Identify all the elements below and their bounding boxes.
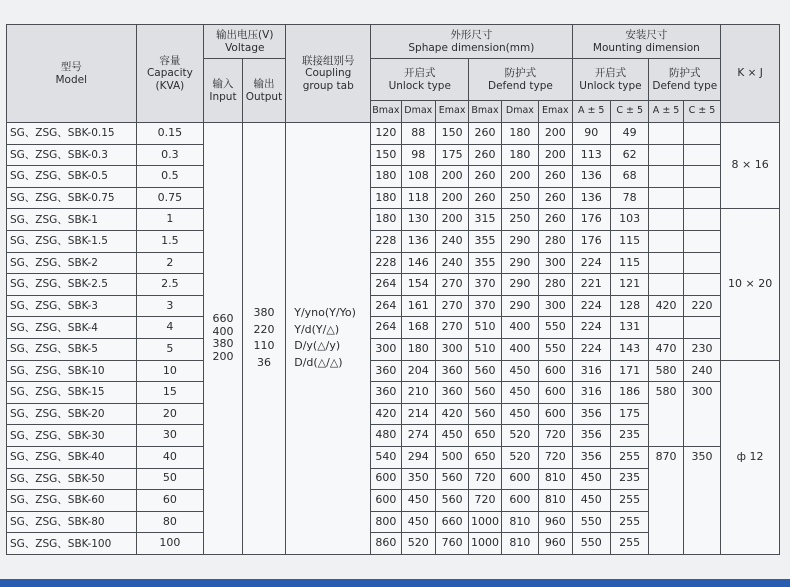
model-cell: SG、ZSG、SBK-20 [7,403,137,425]
dimension-cell: 480 [371,425,401,447]
capacity-cell: 15 [136,382,204,404]
dimension-cell: 180 [371,209,401,231]
dimension-cell: 260 [469,144,501,166]
capacity-cell: 80 [136,511,204,533]
dimension-cell: 270 [435,295,468,317]
mount-defend-a-cell: 470 [649,338,683,360]
dimension-cell: 146 [401,252,435,274]
sub-header-a: A ± 5 [649,101,683,123]
coupling-header: 联接组别号 Coupling group tab [286,25,371,123]
dimension-cell: 200 [539,123,572,145]
model-cell: SG、ZSG、SBK-50 [7,468,137,490]
mount-defend-a-cell [649,230,683,252]
dimension-cell: 316 [572,382,610,404]
dimension-cell: 214 [401,403,435,425]
dimension-cell: 118 [401,187,435,209]
dimension-cell: 161 [401,295,435,317]
dimension-cell: 200 [435,209,468,231]
dimension-cell: 224 [572,338,610,360]
model-cell: SG、ZSG、SBK-30 [7,425,137,447]
dimension-cell: 300 [539,295,572,317]
coupling-cell: Y/yno(Y/Yo) Y/d(Y/△) D/y(△/y) D/d(△/△) [286,123,371,555]
mount-defend-c-cell: 300 [683,382,720,447]
dimension-cell: 270 [435,274,468,296]
model-cell: SG、ZSG、SBK-0.3 [7,144,137,166]
dimension-cell: 660 [435,511,468,533]
model-cell: SG、ZSG、SBK-4 [7,317,137,339]
table-row [7,446,780,468]
model-cell: SG、ZSG、SBK-40 [7,446,137,468]
dimension-cell: 240 [435,252,468,274]
mount-defend-c-cell [683,274,720,296]
sub-header-dmax: Dmax [401,101,435,123]
spec-table-container [6,24,780,555]
mount-defend-c-cell: 220 [683,295,720,317]
model-cell: SG、ZSG、SBK-3 [7,295,137,317]
table-row [7,295,780,317]
mount-defend-a-cell [649,209,683,231]
dimension-cell: 400 [501,317,538,339]
mount-defend-c-cell [683,252,720,274]
kj-header: K × J [721,25,780,123]
dimension-cell: 136 [572,187,610,209]
dimension-cell: 224 [572,317,610,339]
dimension-cell: 240 [435,230,468,252]
dimension-cell: 450 [501,403,538,425]
dimension-cell: 260 [539,166,572,188]
sub-header-c: C ± 5 [610,101,648,123]
table-row [7,230,780,252]
sub-header-bmax: Bmax [371,101,401,123]
dimension-cell: 360 [435,382,468,404]
mount-defend-c-cell [683,230,720,252]
dimension-cell: 720 [539,446,572,468]
model-cell: SG、ZSG、SBK-80 [7,511,137,533]
dimension-cell: 420 [371,403,401,425]
dimension-cell: 108 [401,166,435,188]
dimension-cell: 550 [572,511,610,533]
dimension-cell: 210 [401,382,435,404]
dimension-cell: 260 [539,187,572,209]
model-header: 型号 Model [7,25,137,123]
spec-table [6,24,780,555]
dimension-cell: 356 [572,425,610,447]
dimension-cell: 420 [435,403,468,425]
dimension-cell: 810 [539,468,572,490]
dimension-cell: 264 [371,274,401,296]
dimension-cell: 600 [539,403,572,425]
dimension-cell: 560 [435,490,468,512]
dimension-cell: 175 [435,144,468,166]
dimension-cell: 255 [610,446,648,468]
dimension-cell: 255 [610,533,648,555]
table-row [7,360,780,382]
dimension-cell: 316 [572,360,610,382]
dimension-cell: 650 [469,425,501,447]
input-voltage-cell: 660 400 380 200 [204,123,242,555]
sub-header-bmax: Bmax [469,101,501,123]
sub-header-dmax: Dmax [501,101,538,123]
mount-defend-a-cell [649,144,683,166]
table-row [7,338,780,360]
dimension-cell: 88 [401,123,435,145]
capacity-cell: 2.5 [136,274,204,296]
model-cell: SG、ZSG、SBK-1.5 [7,230,137,252]
output-voltage-cell: 380 220 110 36 [242,123,286,555]
capacity-cell: 60 [136,490,204,512]
dimension-cell: 370 [469,295,501,317]
dimension-cell: 960 [539,511,572,533]
mount-defend-a-cell [649,123,683,145]
dimension-cell: 810 [539,490,572,512]
dimension-cell: 600 [371,490,401,512]
dimension-cell: 720 [469,490,501,512]
dimension-cell: 115 [610,230,648,252]
dimension-cell: 600 [539,382,572,404]
voltage-header: 输出电压(V) Voltage [204,25,286,59]
dimension-cell: 260 [539,209,572,231]
sub-header-c: C ± 5 [683,101,720,123]
capacity-cell: 0.3 [136,144,204,166]
dimension-cell: 550 [572,533,610,555]
dimension-cell: 200 [435,187,468,209]
capacity-cell: 0.15 [136,123,204,145]
dimension-cell: 800 [371,511,401,533]
dimension-cell: 143 [610,338,648,360]
dimension-cell: 120 [371,123,401,145]
dimension-cell: 49 [610,123,648,145]
dimension-cell: 600 [501,468,538,490]
dimension-cell: 810 [501,511,538,533]
dimension-cell: 130 [401,209,435,231]
kj-cell: 8 × 16 [721,123,780,209]
dimension-cell: 520 [501,446,538,468]
shape-defend-header: 防护式 Defend type [469,59,572,101]
table-body [7,123,780,555]
mount-defend-a-cell: 420 [649,295,683,317]
dimension-cell: 235 [610,468,648,490]
dimension-cell: 560 [469,360,501,382]
mount-defend-c-cell: 350 [683,446,720,554]
capacity-cell: 4 [136,317,204,339]
dimension-cell: 200 [501,166,538,188]
dimension-cell: 235 [610,425,648,447]
table-row [7,317,780,339]
dimension-cell: 131 [610,317,648,339]
dimension-cell: 200 [435,166,468,188]
dimension-cell: 90 [572,123,610,145]
table-row [7,209,780,231]
dimension-cell: 270 [435,317,468,339]
dimension-cell: 560 [469,403,501,425]
dimension-cell: 228 [371,230,401,252]
capacity-cell: 0.75 [136,187,204,209]
table-row [7,166,780,188]
dimension-cell: 540 [371,446,401,468]
model-cell: SG、ZSG、SBK-2.5 [7,274,137,296]
table-row [7,123,780,145]
mount-defend-c-cell [683,317,720,339]
dimension-cell: 260 [469,166,501,188]
dimension-cell: 600 [501,490,538,512]
output-header: 输出 Output [242,59,286,123]
dimension-cell: 300 [371,338,401,360]
mounting-dimension-header: 安装尺寸 Mounting dimension [572,25,721,59]
dimension-cell: 510 [469,338,501,360]
dimension-cell: 200 [539,144,572,166]
dimension-cell: 510 [469,317,501,339]
dimension-cell: 370 [469,274,501,296]
dimension-cell: 280 [539,274,572,296]
dimension-cell: 224 [572,295,610,317]
mount-defend-c-cell [683,144,720,166]
model-cell: SG、ZSG、SBK-0.5 [7,166,137,188]
kj-cell: ф 12 [721,360,780,554]
capacity-cell: 2 [136,252,204,274]
dimension-cell: 294 [401,446,435,468]
dimension-cell: 300 [539,252,572,274]
dimension-cell: 720 [539,425,572,447]
dimension-cell: 760 [435,533,468,555]
model-cell: SG、ZSG、SBK-5 [7,338,137,360]
dimension-cell: 450 [501,360,538,382]
dimension-cell: 560 [469,382,501,404]
dimension-cell: 115 [610,252,648,274]
dimension-cell: 450 [435,425,468,447]
dimension-cell: 600 [371,468,401,490]
sub-header-a: A ± 5 [572,101,610,123]
mount-defend-header: 防护式 Defend type [649,59,721,101]
dimension-cell: 350 [401,468,435,490]
dimension-cell: 136 [572,166,610,188]
dimension-cell: 290 [501,230,538,252]
dimension-cell: 136 [401,230,435,252]
dimension-cell: 274 [401,425,435,447]
dimension-cell: 810 [501,533,538,555]
dimension-cell: 960 [539,533,572,555]
table-row [7,382,780,404]
dimension-cell: 98 [401,144,435,166]
sub-header-emax: Emax [539,101,572,123]
dimension-cell: 520 [501,425,538,447]
mount-defend-c-cell [683,187,720,209]
dimension-cell: 450 [572,490,610,512]
mount-defend-a-cell [649,252,683,274]
capacity-cell: 10 [136,360,204,382]
dimension-cell: 171 [610,360,648,382]
dimension-cell: 204 [401,360,435,382]
capacity-cell: 40 [136,446,204,468]
dimension-cell: 520 [401,533,435,555]
dimension-cell: 180 [371,166,401,188]
capacity-cell: 1 [136,209,204,231]
dimension-cell: 600 [539,360,572,382]
capacity-cell: 30 [136,425,204,447]
dimension-cell: 255 [610,490,648,512]
dimension-cell: 360 [371,382,401,404]
dimension-cell: 500 [435,446,468,468]
mount-defend-c-cell: 240 [683,360,720,382]
mount-defend-c-cell: 230 [683,338,720,360]
dimension-cell: 290 [501,295,538,317]
bottom-accent-bar [0,579,790,587]
dimension-cell: 450 [401,511,435,533]
dimension-cell: 176 [572,230,610,252]
dimension-cell: 280 [539,230,572,252]
dimension-cell: 175 [610,403,648,425]
kj-cell: 10 × 20 [721,209,780,360]
dimension-cell: 720 [469,468,501,490]
table-row [7,252,780,274]
shape-dimension-header: 外形尺寸 Sphape dimension(mm) [371,25,572,59]
mount-defend-a-cell [649,274,683,296]
mount-defend-a-cell [649,317,683,339]
dimension-cell: 290 [501,274,538,296]
model-cell: SG、ZSG、SBK-10 [7,360,137,382]
dimension-cell: 400 [501,338,538,360]
capacity-cell: 5 [136,338,204,360]
sub-header-emax: Emax [435,101,468,123]
dimension-cell: 250 [501,209,538,231]
dimension-cell: 128 [610,295,648,317]
dimension-cell: 264 [371,295,401,317]
dimension-cell: 355 [469,230,501,252]
dimension-cell: 154 [401,274,435,296]
dimension-cell: 356 [572,403,610,425]
dimension-cell: 68 [610,166,648,188]
mount-defend-a-cell [649,166,683,188]
dimension-cell: 121 [610,274,648,296]
capacity-header: 容量 Capacity (KVA) [136,25,204,123]
dimension-cell: 355 [469,252,501,274]
model-cell: SG、ZSG、SBK-2 [7,252,137,274]
mount-defend-c-cell [683,123,720,145]
model-cell: SG、ZSG、SBK-0.75 [7,187,137,209]
dimension-cell: 168 [401,317,435,339]
mount-defend-c-cell [683,209,720,231]
dimension-cell: 550 [539,338,572,360]
model-cell: SG、ZSG、SBK-100 [7,533,137,555]
dimension-cell: 221 [572,274,610,296]
dimension-cell: 290 [501,252,538,274]
mount-unlock-header: 开启式 Unlock type [572,59,649,101]
dimension-cell: 224 [572,252,610,274]
dimension-cell: 300 [435,338,468,360]
dimension-cell: 1000 [469,511,501,533]
dimension-cell: 150 [371,144,401,166]
dimension-cell: 650 [469,446,501,468]
dimension-cell: 180 [371,187,401,209]
dimension-cell: 450 [401,490,435,512]
capacity-cell: 3 [136,295,204,317]
model-cell: SG、ZSG、SBK-1 [7,209,137,231]
table-row [7,187,780,209]
mount-defend-a-cell: 870 [649,446,683,554]
capacity-cell: 100 [136,533,204,555]
shape-unlock-header: 开启式 Unlock type [371,59,469,101]
dimension-cell: 250 [501,187,538,209]
dimension-cell: 315 [469,209,501,231]
table-header [7,25,780,123]
model-cell: SG、ZSG、SBK-60 [7,490,137,512]
dimension-cell: 450 [501,382,538,404]
dimension-cell: 186 [610,382,648,404]
dimension-cell: 150 [435,123,468,145]
capacity-cell: 1.5 [136,230,204,252]
table-row [7,274,780,296]
dimension-cell: 264 [371,317,401,339]
mount-defend-c-cell [683,166,720,188]
dimension-cell: 560 [435,468,468,490]
dimension-cell: 176 [572,209,610,231]
capacity-cell: 50 [136,468,204,490]
dimension-cell: 550 [539,317,572,339]
mount-defend-a-cell [649,187,683,209]
dimension-cell: 113 [572,144,610,166]
dimension-cell: 860 [371,533,401,555]
dimension-cell: 260 [469,123,501,145]
dimension-cell: 62 [610,144,648,166]
dimension-cell: 180 [401,338,435,360]
dimension-cell: 360 [371,360,401,382]
dimension-cell: 360 [435,360,468,382]
model-cell: SG、ZSG、SBK-0.15 [7,123,137,145]
dimension-cell: 356 [572,446,610,468]
dimension-cell: 78 [610,187,648,209]
dimension-cell: 180 [501,123,538,145]
dimension-cell: 180 [501,144,538,166]
mount-defend-a-cell: 580 [649,382,683,447]
dimension-cell: 228 [371,252,401,274]
table-row [7,144,780,166]
dimension-cell: 1000 [469,533,501,555]
input-header: 输入 Input [204,59,242,123]
dimension-cell: 103 [610,209,648,231]
model-cell: SG、ZSG、SBK-15 [7,382,137,404]
dimension-cell: 450 [572,468,610,490]
capacity-cell: 20 [136,403,204,425]
dimension-cell: 255 [610,511,648,533]
capacity-cell: 0.5 [136,166,204,188]
mount-defend-a-cell: 580 [649,360,683,382]
dimension-cell: 260 [469,187,501,209]
